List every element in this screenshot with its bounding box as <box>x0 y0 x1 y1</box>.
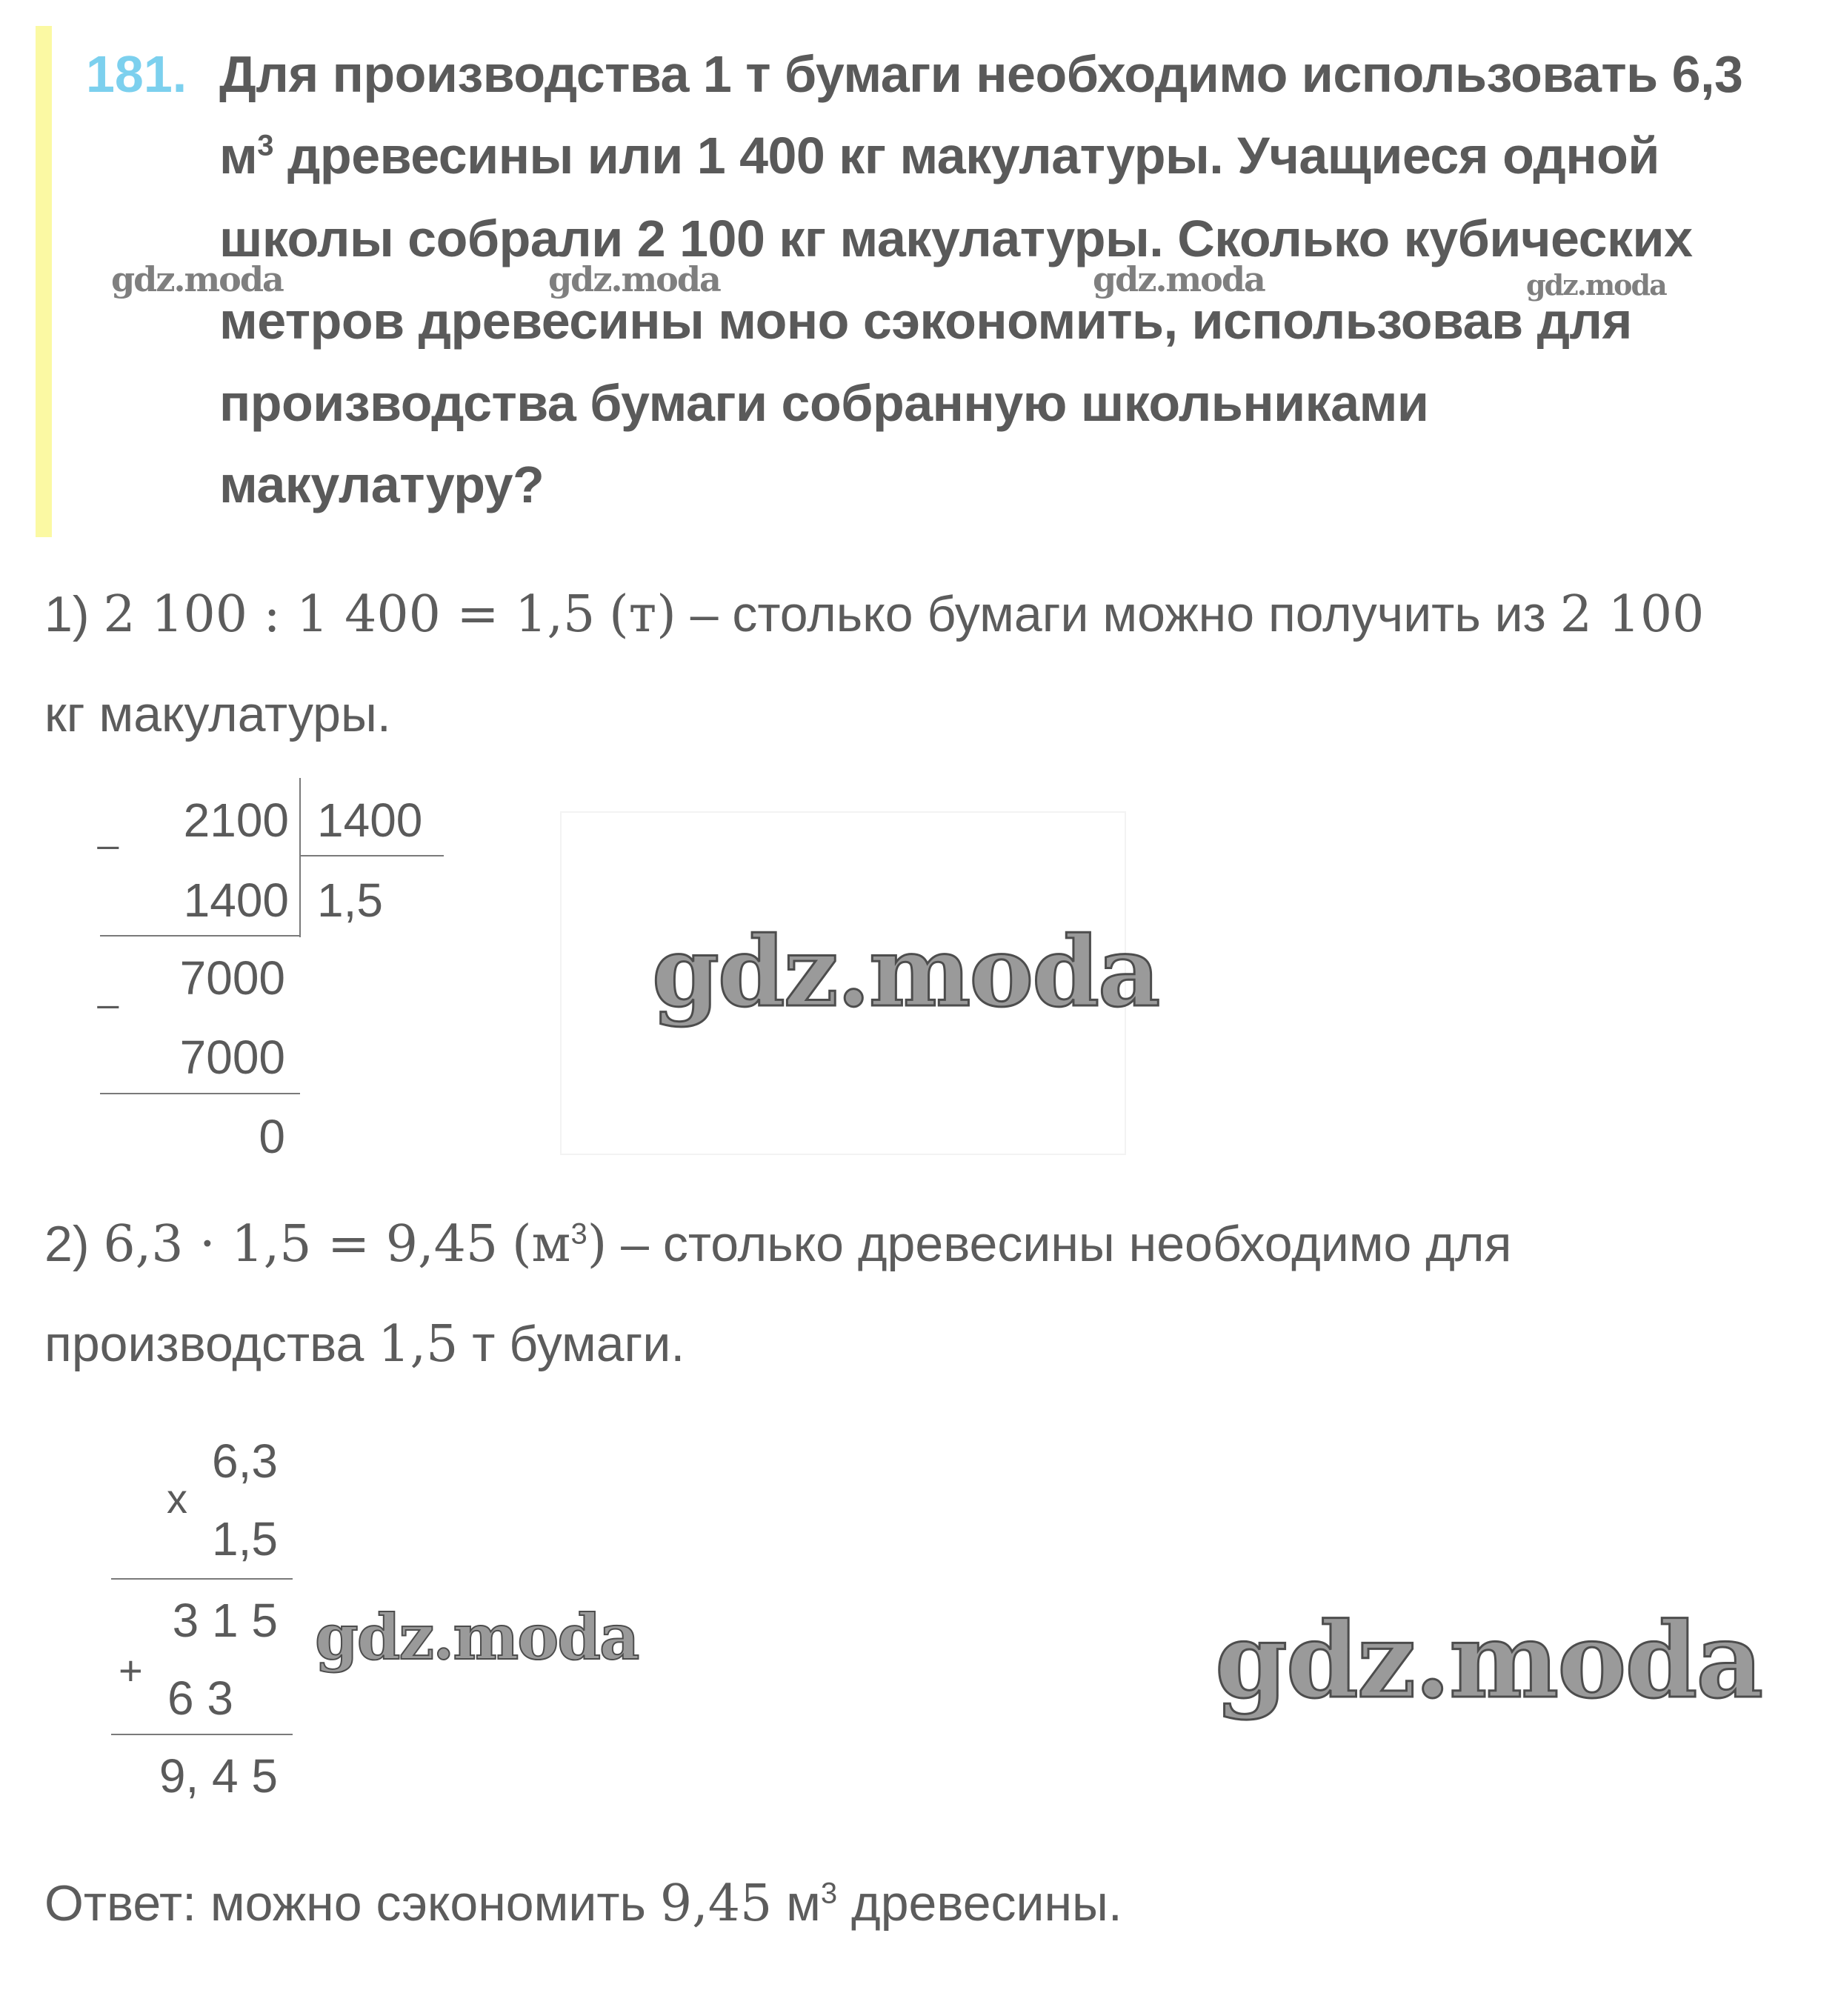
multiplication-line-2 <box>111 1734 293 1735</box>
task-line-1: Для производства 1 т бумаги необходимо использовать 6,3 <box>219 45 1743 103</box>
task-unit-m: м <box>219 127 258 184</box>
answer-value: 9,45 <box>659 1874 773 1933</box>
step1-line-1 <box>44 585 1704 644</box>
answer-unit-sup: 3 <box>820 1877 838 1910</box>
task-line-5: производства бумаги собранную школьниками <box>219 374 1429 432</box>
division-remainder-1: 7000 <box>179 951 285 1005</box>
watermark: gdz.moda <box>1093 259 1265 299</box>
division-minus-sign: _ <box>98 808 119 850</box>
task-unit-sup: 3 <box>257 129 274 162</box>
step1-expression: 2 100 : 1 400 = 1,5 <box>103 585 596 644</box>
times-sign: x <box>167 1475 187 1522</box>
step2-line-2-end: т бумаги. <box>458 1316 685 1372</box>
task-line-2-text: древесины или 1 400 кг макулатуры. Учащиеся одной <box>287 127 1659 184</box>
step2-text: – столько древесины необходимо для <box>607 1216 1512 1272</box>
task-line-3: школы собрали 2 100 кг макулатуры. Сколько кубических <box>219 210 1693 267</box>
watermark: gdz.moda <box>548 259 720 299</box>
division-subtrahend-1: 1400 <box>183 874 289 927</box>
division-minus-sign-2: _ <box>98 968 119 1009</box>
step1-unit: (т) <box>609 585 676 644</box>
step1-text: – столько бумаги можно получить из <box>676 586 1560 642</box>
step2-expression: 6,3 · 1,5 = 9,45 <box>103 1215 499 1274</box>
division-divisor: 1400 <box>317 794 423 847</box>
division-result: 0 <box>259 1110 285 1163</box>
step2-line-2-expression: 1,5 <box>378 1315 459 1374</box>
division-vertical-line <box>299 778 301 937</box>
step1-expression-2: 2 100 <box>1559 585 1705 644</box>
division-quotient: 1,5 <box>317 874 383 927</box>
multiplicand: 6,3 <box>212 1434 278 1488</box>
multiplication-line-1 <box>111 1578 293 1580</box>
watermark-large: gdz.moda <box>652 915 1159 1028</box>
step2-line-2-text: производства <box>44 1316 379 1372</box>
step1-line-2: кг макулатуры. <box>44 686 391 742</box>
divisor-underline <box>299 855 444 856</box>
product: 9, 4 5 <box>159 1749 278 1803</box>
step2-unit-close: ) <box>587 1215 607 1274</box>
task-line-6: макулатуру? <box>219 456 545 513</box>
answer-text: Ответ: можно сэкономить <box>44 1875 660 1932</box>
partial-product-2: 6 3 <box>167 1671 233 1725</box>
division-dividend: 2100 <box>183 794 289 847</box>
answer-unit: м <box>772 1875 821 1932</box>
watermark-medium: gdz.moda <box>315 1600 639 1674</box>
task-line-4: метров древесины моно сэкономить, использовав для <box>219 292 1632 350</box>
division-subtrahend-2: 7000 <box>179 1031 285 1084</box>
watermark-large: gdz.moda <box>1215 1600 1762 1722</box>
step2-unit-sup: 3 <box>570 1217 587 1251</box>
step2-label: 2) <box>44 1216 90 1272</box>
division-line-1 <box>100 935 300 937</box>
task-line-2 <box>219 126 1659 185</box>
plus-sign: + <box>119 1647 143 1694</box>
answer-end: древесины. <box>837 1875 1122 1932</box>
multiplier: 1,5 <box>212 1512 278 1566</box>
step1-label: 1) <box>44 586 90 642</box>
task-number: 181. <box>86 45 187 103</box>
step2-unit-open: (м <box>512 1215 571 1274</box>
step2-line-2 <box>44 1315 685 1374</box>
watermark: gdz.moda <box>111 259 283 299</box>
division-line-2 <box>100 1093 300 1094</box>
answer-line <box>44 1874 1122 1933</box>
step2-line-1 <box>44 1215 1511 1274</box>
task-highlight-bar <box>36 26 52 537</box>
partial-product-1: 3 1 5 <box>172 1594 278 1647</box>
watermark: gdz.moda <box>1526 268 1666 302</box>
